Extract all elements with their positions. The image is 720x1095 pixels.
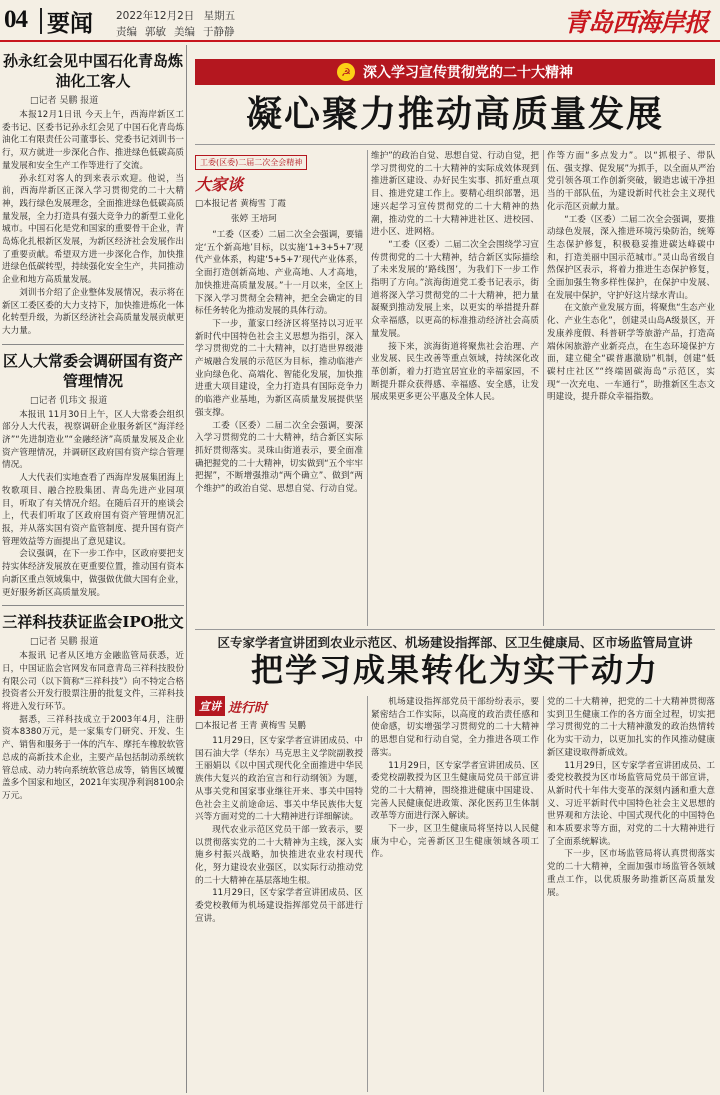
feature2-column-1 bbox=[195, 696, 363, 1092]
lecture-tag-text: 进行时 bbox=[228, 700, 268, 716]
feature-column-1 bbox=[195, 150, 363, 626]
article-title: 孙永红会见中国石化青岛炼油化工客人 bbox=[2, 52, 183, 90]
feature-byline-2: 张婷 王培珂 bbox=[231, 214, 277, 224]
section-divider bbox=[195, 629, 715, 630]
article-divider bbox=[2, 605, 184, 606]
article-paragraph: 作等方面“多点发力”。以“抓根子、带队伍、强支撑、促发展”为抓手，以全面从严治党引领各项工作创新突破，锻造忠诚干净担当的干部队伍，为建设新时代社会主义现代化示范区贡献力量。 bbox=[547, 151, 715, 212]
article-paragraph: 11月29日，区专家学者宣讲团成员、中国石油大学（华东）马克思主义学院副教授王丽娟以《以中国式现代化全面推进中华民族伟大复兴的政治宣言和行动纲领》为题，从事关党和国家事业继往开来、事关中国特色社会主义前途命运、事关中华民族伟大复兴等方面对党的二十大精神进行详细解读。 bbox=[195, 736, 363, 823]
feature2-column-2 bbox=[371, 696, 539, 1092]
issue-weekday: 星期五 bbox=[203, 10, 236, 22]
article-title: 三祥科技获证监会IPO批文 bbox=[2, 613, 184, 632]
article-paragraph: 维护”的政治自觉、思想自觉、行动自觉，把学习贯彻党的二十大精神的实际成效体现到推进新区建设、办好民生实事、抓好重点项目、推进党建工作上。要精心组织部署，迅速兴起学习宣传贯彻党的二十大精神的热潮，推动党的二十大精神进社区、进校园、进小区、进网格。 bbox=[371, 151, 539, 238]
topic-banner bbox=[195, 59, 715, 85]
series-tag: 工委(区委)二届二次全会精神 bbox=[195, 155, 307, 170]
article-paragraph: 本报讯 11月30日上午，区人大常委会组织部分人大代表，视察调研企业服务新区“海洋经济”“先进制造业”“金融经济”高质量发展及企业资产管理情况，并调研区政府国有资产综合管理情况。 bbox=[2, 409, 184, 471]
article-paragraph: “工委（区委）二届二次全会强调，要推动绿色发展，深入推进环境污染防治，统筹生态保护修复，积极稳妥推进碳达峰碳中和，打造美丽中国示范城市。”灵山岛省级自然保护区表示，将着力推进生态保护修复，全面加强生物多样性保护，在保护中发展、在发展中保护，守护好这片绿水青山。 bbox=[547, 214, 715, 301]
article-byline: □记者 仉玮文 报道 bbox=[30, 395, 108, 406]
feature2-kicker: 区专家学者宣讲团到农业示范区、机场建设指挥部、区卫生健康局、区市场监管局宣讲 bbox=[217, 635, 693, 650]
column-divider bbox=[543, 696, 544, 1092]
header-divider bbox=[40, 8, 42, 34]
column-divider bbox=[367, 150, 368, 626]
party-emblem-icon: ☭ bbox=[337, 63, 355, 81]
article-paragraph: “工委（区委）二届二次全会强调，要锚定‘五个新高地’目标，以实施‘1+3+5+7’现代产业体系，构建‘5+5+7’现代产业体系，全面打造创新高地、产业高地、人才高地，加快推进高质量发展。”十一月以来，全区上下深入学习贯彻全会精神，把全会确定的目标任务转化为推动发展的具体行动。 bbox=[195, 230, 363, 317]
column-divider bbox=[543, 150, 544, 626]
article-paragraph: 会议强调，在下一步工作中，区政府要把支持实体经济发展放在更重要位置，推动国有资本向新区重点领域集中，做强做优做大国有企业，更好服务新区高质量发展。 bbox=[2, 549, 184, 598]
article-paragraph: 党的二十大精神，把党的二十大精神贯彻落实到卫生健康工作的各方面全过程，切实把学习贯彻党的二十大精神激发的政治热情转化为实干动力，以更加扎实的作风推动健康新区建设取得新成效。 bbox=[547, 697, 715, 758]
newspaper-masthead: 青岛西海岸报 bbox=[563, 8, 708, 37]
feature-byline: □本报记者 黄梅雪 丁霞 bbox=[195, 199, 286, 209]
feature2-byline: □本报记者 王青 黄梅雪 吴鹏 bbox=[195, 721, 306, 731]
feature-column-3 bbox=[547, 150, 715, 626]
article-paragraph: 本报12月1日讯 今天上午，西海岸新区工委书记、区委书记孙永红会见了中国石化青岛炼油化工有限责任公司董事长、党委书记刘训书一行，双方就进一步深化合作、推进绿色低碳高质量发展和安全生产工作等进行了交流。 bbox=[2, 110, 184, 171]
news-article bbox=[2, 351, 184, 600]
lecture-tag-box: 宣讲 bbox=[195, 696, 225, 716]
header-rule bbox=[0, 40, 720, 42]
article-paragraph: 11月29日，区专家学者宣讲团成员、区委党校副教授为区卫生健康局党员干部宣讲党的二十大精神，围绕推进健康中国建设、完善人民健康促进政策、深化医药卫生体制改革等方面进行深入解读。 bbox=[371, 760, 539, 822]
article-paragraph: 11月29日，区专家学者宣讲团成员、工委党校教授为区市场监管局党员干部宣讲，从新时代十年伟大变革的深刻内涵和重大意义、习近平新时代中国特色社会主义思想的世界观和方法论、中国式现代化的中国特色和本质要求等方面，对党的二十大精神进行了全面系统解读。 bbox=[547, 760, 715, 847]
feature-headline: 凝心聚力推动高质量发展 bbox=[245, 94, 664, 135]
editor-name: 郭敏 bbox=[145, 26, 166, 38]
left-news-column bbox=[2, 45, 184, 1093]
news-article bbox=[2, 51, 184, 338]
article-paragraph: 在文旅产业发展方面，将聚焦“生态产业化、产业生态化”，创建灵山岛A级景区，开发康养度假、科普研学等旅游产品，打造高端休闲旅游产业新亮点，在生态环境保护方面，建立健全“碳普惠激励”机制，创建“低碳村庄社区”“终端固碳海岛”示范区，实现“一次充电、一车通行”，助推新区生态文明建设，提升群众幸福指数。 bbox=[547, 303, 715, 403]
article-paragraph: 机场建设指挥部党员干部纷纷表示，要紧密结合工作实际，以高度的政治责任感和使命感，切实增强学习贯彻党的二十大精神的思想自觉和行动自觉，全力推进各项工作落实。 bbox=[371, 697, 539, 758]
article-paragraph: 本报讯 记者从区地方金融监管局获悉，近日，中国证监会官网发布同意青岛三祥科技股份有限公司（以下简称“三祥科技”）向不特定合格投资者公开发行股票注册的批复文件，三祥科技将进入发行环节。 bbox=[2, 651, 184, 713]
headline-divider bbox=[195, 144, 715, 145]
article-paragraph: 孙永红对客人的到来表示欢迎。他说，当前，西海岸新区正深入学习贯彻党的二十大精神，践行绿色发展理念，全面推进绿色低碳高质量发展，全力打造具有强大竞争力的新型工业化城市。中国石化是党和国家的重要骨干企业，青岛炼化扎根新区发展，为新区经济社会发展作出了重要贡献。希望双方进一步深化合作，加快推进绿色低碳转型，持续强化安全生产，共同推动企业和地方高质量发展。 bbox=[2, 173, 184, 286]
art-editor-name: 于静静 bbox=[203, 26, 235, 38]
article-paragraph: 现代农业示范区党员干部一致表示，要以贯彻落实党的二十大精神为主线，深入实施乡村振兴战略，加快推进农业农村现代化，努力建设农业强区，以实际行动推动党的二十大精神在基层落地生根。 bbox=[195, 824, 363, 886]
news-article bbox=[2, 612, 184, 802]
feature-column-2 bbox=[371, 150, 539, 626]
article-paragraph: 工委（区委）二届二次全会强调，要深入学习贯彻党的二十大精神，结合新区实际抓好贯彻落实。灵珠山街道表示，要全面准确把握党的二十大精神，切实做到“五个牢牢把握”，不断增强推动“两个确立”、做到“两个维护”的政治自觉、思想自觉、行动自觉。 bbox=[195, 420, 363, 495]
lecture-tag bbox=[195, 696, 363, 716]
page-number: 04 bbox=[4, 6, 27, 33]
article-paragraph: 11月29日，区专家学者宣讲团成员、区委党校教师为机场建设指挥部党员干部进行宣讲。 bbox=[195, 888, 363, 924]
article-paragraph: “工委（区委）二届二次全会围绕学习宣传贯彻党的二十大精神，结合新区实际描绘了未来发展的‘路线图’，为我们下一步工作指明了方向。”滨海街道党工委书记表示，街道将深入学习贯彻党的二十大精神，把力量凝聚到推动发展上来，以更实的举措提升群众幸福感，以更高的标准推动经济社会高质量发展。 bbox=[371, 239, 539, 339]
editor-label: 责编 bbox=[116, 26, 137, 38]
article-title: 区人大常委会调研国有资产管理情况 bbox=[2, 351, 183, 390]
article-paragraph: 下一步，区卫生健康局将坚持以人民健康为中心，完善新区卫生健康领域各项工作。 bbox=[371, 824, 539, 860]
banner-text: 深入学习宣传贯彻党的二十大精神 bbox=[363, 65, 573, 81]
article-byline: □记者 吴鹏 报道 bbox=[30, 637, 99, 648]
article-paragraph: 据悉，三祥科技成立于2003年4月，注册资本8380万元，是一家集专门研究、开发、生产、销售和服务于一体的汽车、摩托车橡胶软管总成的高新技术企业，主要产品包括制动系统软管总成、动力转向系统软管总成等，销售区域覆盖多个国家和地区，2021年实现净利润8100余万元。 bbox=[2, 714, 184, 801]
feature2-column-3 bbox=[547, 696, 715, 1092]
article-paragraph: 接下来，滨海街道将聚焦社会治理、产业发展、民生改善等重点领域，持续深化改革创新，着力打造宜居宜业的幸福家园，不断提升群众获得感、幸福感、安全感，让发展成果更多更公平惠及全体人民。 bbox=[371, 341, 539, 403]
article-byline: □记者 吴鹏 报道 bbox=[30, 96, 99, 106]
editor-credits bbox=[116, 24, 243, 39]
article-divider bbox=[2, 344, 184, 345]
issue-date: 2022年12月2日 bbox=[116, 10, 195, 22]
feature2-headline: 把学习成果转化为实干动力 bbox=[250, 651, 659, 689]
article-paragraph: 刘训书介绍了企业整体发展情况，表示将在新区工委区委的大力支持下，加快推进炼化一体化转型升级，为新区经济社会高质量发展贡献更大力量。 bbox=[2, 287, 184, 336]
column-divider bbox=[186, 45, 187, 1093]
article-paragraph: 下一步，董家口经济区将坚持以习近平新时代中国特色社会主义思想为指引，深入学习贯彻党的二十大精神，以打造世界级港产城融合发展的示范区为目标，推动临港产业向绿色化、高端化、智能化发展，加快推进重大项目建设，全力打造具有国际竞争力的临港产业基地，为新区高质量发展提供坚强支撑。 bbox=[195, 318, 363, 418]
column-divider bbox=[367, 696, 368, 1092]
section-title: 要闻 bbox=[47, 11, 93, 37]
art-editor-label: 美编 bbox=[174, 26, 195, 38]
article-paragraph: 人大代表们实地查看了西海岸发展集团海上牧歌项目、融合控股集团、青岛先进产业园项目，听取了有关情况介绍。在随后召开的座谈会上，代表们听取了区政府国有资产管理情况汇报，并从落实国有资产监管制度、提升国有资产管理效益等方面提出了意见建议。 bbox=[2, 473, 184, 547]
issue-date-line bbox=[116, 8, 235, 23]
article-paragraph: 下一步，区市场监管局将认真贯彻落实党的二十大精神，全面加强市场监管各领域重点工作，以优质服务助推新区高质量发展。 bbox=[547, 849, 715, 898]
series-name: 大家谈 bbox=[195, 175, 244, 194]
